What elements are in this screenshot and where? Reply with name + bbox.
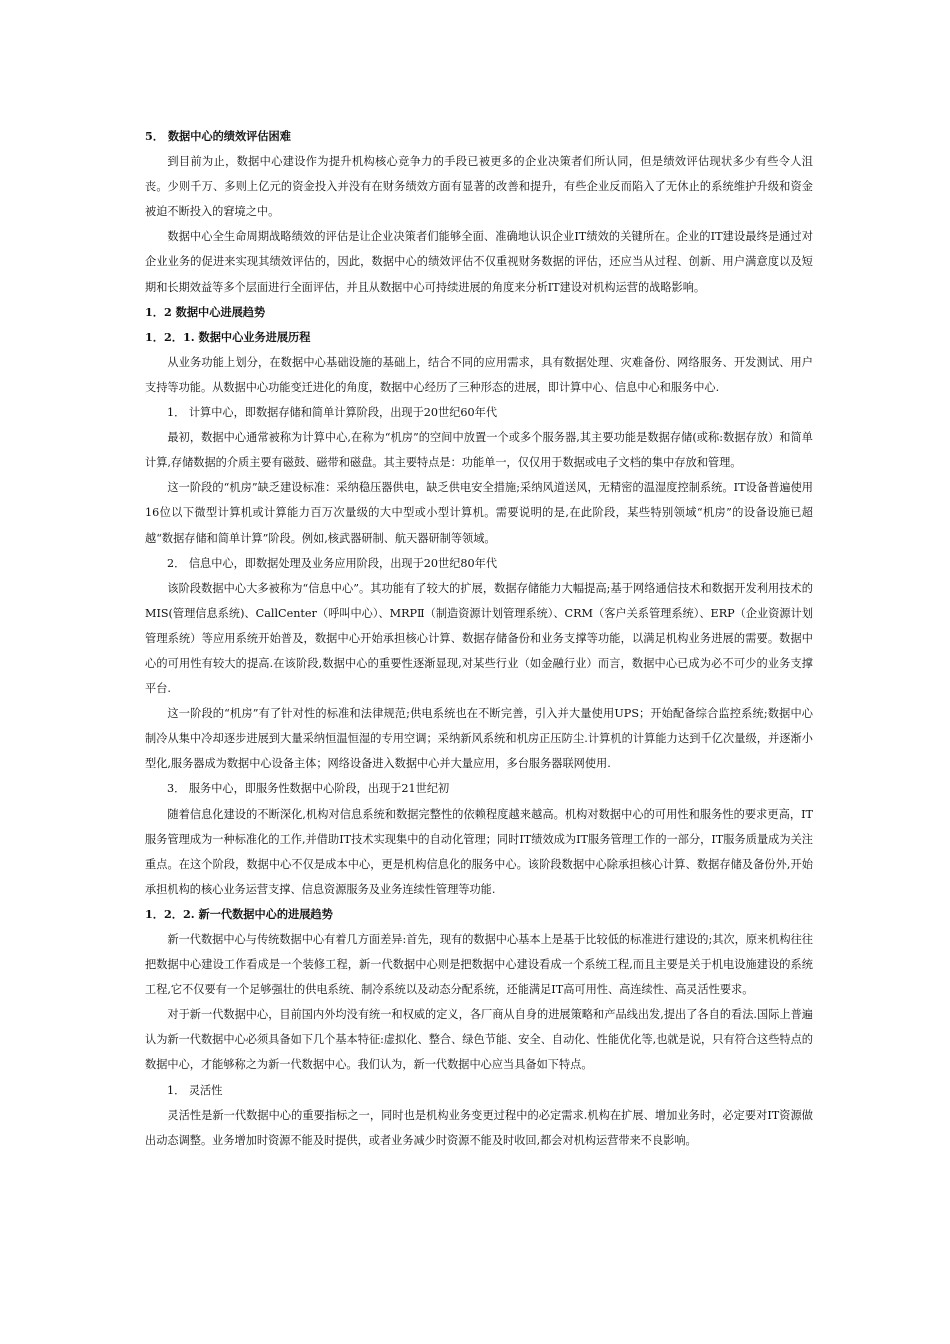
paragraph: 随着信息化建设的不断深化,机构对信息系统和数据完整性的依赖程度越来越高。机构对数据中心的可用性和服务性的要求更高，IT服务管理成为一种标准化的工作,并借助IT技术实现集中的自动化管理；同时IT绩效成为IT服务管理工作的一部分，IT服务质量成为关注重点。在这个阶段，数据中心不仅是成本中心，更是机构信息化的服务中心。该阶段数据中心除承担核心计算、数据存储及备份外,开始承担机构的核心业务运营支撑、信息资源服务及业务连续性管理等功能. — [145, 807, 813, 896]
paragraph: 新一代数据中心与传统数据中心有着几方面差异:首先，现有的数据中心基本上是基于比较低的标准进行建设的;其次，原来机构往往把数据中心建设工作看成是一个装修工程，新一代数据中心则是把数据中心建设看成一个系统工程,而且主要是关于机电设施建设的系统工程,它不仅要有一个足够强壮的供电系统、制冷系统以及动态分配系统，还能满足IT高可用性、高连续性、高灵活性要求。 — [145, 933, 813, 997]
section-heading-1-2: 1．2 数据中心进展趋势 — [145, 304, 266, 319]
list-item-computing-center: 1． 计算中心，即数据存储和简单计算阶段，出现于20世纪60年代 — [167, 406, 498, 420]
paragraph: 对于新一代数据中心，目前国内外均没有统一和权威的定义，各厂商从自身的进展策略和产品线出发,提出了各自的看法.国际上普遍认为新一代数据中心必须具备如下几个基本特征:虚拟化、整合、绿色节能、安全、自动化、性能优化等,也就是说，只有符合这些特点的数据中心，才能够称之为新一代数据中心。我们认为，新一代数据中心应当具备如下特点。 — [145, 1008, 813, 1072]
section-heading-1-2-2: 1．2．2. 新一代数据中心的进展趋势 — [145, 906, 333, 921]
list-item-flexibility: 1． 灵活性 — [167, 1083, 223, 1097]
section-heading-1-2-1: 1．2．1. 数据中心业务进展历程 — [145, 329, 311, 344]
paragraph: 到目前为止，数据中心建设作为提升机构核心竞争力的手段已被更多的企业决策者们所认同，但是绩效评估现状多少有些令人沮丧。少则千万、多则上亿元的资金投入并没有在财务绩效方面有显著的改善和提升，有些企业反而陷入了无休止的系统维护升级和资金被迫不断投入的窘境之中。 — [145, 155, 813, 219]
paragraph: 这一阶段的“机房”有了针对性的标准和法律规范;供电系统也在不断完善，引入并大量使用UPS；开始配备综合监控系统;数据中心制冷从集中冷却逐步进展到大量采纳恒温恒湿的专用空调；采纳新风系统和机房正压防尘.计算机的计算能力达到千亿次量级，并逐渐小型化,服务器成为数据中心设备主体；网络设备进入数据中心并大量应用，多台服务器联网使用. — [145, 707, 813, 771]
paragraph: 该阶段数据中心大多被称为“信息中心”。其功能有了较大的扩展，数据存储能力大幅提高;基于网络通信技术和数据开发利用技术的MIS(管理信息系统)、CallCenter（呼叫中心）、MRPⅡ（制造资源计划管理系统）、CRM（客户关系管理系统）、ERP（企业资源计划管理系统）等应用系统开始普及，数据中心开始承担核心计算、数据存储备份和业务支撑等功能，以满足机构业务进展的需要。数据中心的可用性有较大的提高.在该阶段,数据中心的重要性逐渐显现,对某些行业（如金融行业）而言，数据中心已成为必不可少的业务支撑平台. — [145, 581, 813, 696]
document-body — [145, 124, 813, 1153]
paragraph: 这一阶段的“机房”缺乏建设标准：采纳稳压器供电，缺乏供电安全措施;采纳风道送风，无精密的温湿度控制系统。IT设备普遍使用16位以下微型计算机或计算能力百万次量级的大中型或小型计算机。需要说明的是,在此阶段，某些特别领域“机房”的设备设施已超越“数据存储和简单计算”阶段。例如,核武器研制、航天器研制等领域。 — [145, 481, 813, 545]
paragraph: 灵活性是新一代数据中心的重要指标之一，同时也是机构业务变更过程中的必定需求.机构在扩展、增加业务时，必定要对IT资源做出动态调整。业务增加时资源不能及时提供，或者业务减少时资源不能及时收回,都会对机构运营带来不良影响。 — [145, 1108, 813, 1147]
paragraph: 从业务功能上划分，在数据中心基础设施的基础上，结合不同的应用需求，具有数据处理、灾难备份、网络服务、开发测试、用户支持等功能。从数据中心功能变迁进化的角度，数据中心经历了三种形态的进展，即计算中心、信息中心和服务中心. — [145, 355, 813, 394]
list-item-information-center: 2． 信息中心，即数据处理及业务应用阶段，出现于20世纪80年代 — [167, 556, 498, 570]
section-heading-5: 5． 数据中心的绩效评估困难 — [145, 129, 291, 143]
paragraph: 最初，数据中心通常被称为计算中心,在称为“机房”的空间中放置一个或多个服务器,其主要功能是数据存储(或称:数据存放）和简单计算,存储数据的介质主要有磁鼓、磁带和磁盘。其主要特点是：功能单一，仅仅用于数据或电子文档的集中存放和管理。 — [145, 431, 813, 470]
list-item-service-center: 3． 服务中心，即服务性数据中心阶段，出现于21世纪初 — [167, 782, 450, 796]
paragraph: 数据中心全生命周期战略绩效的评估是让企业决策者们能够全面、准确地认识企业IT绩效的关键所在。企业的IT建设最终是通过对企业业务的促进来实现其绩效评估的，因此，数据中心的绩效评估不仅重视财务数据的评估，还应当从过程、创新、用户满意度以及短期和长期效益等多个层面进行全面评估，并且从数据中心可持续进展的角度来分析IT建设对机构运营的战略影响。 — [145, 230, 813, 294]
